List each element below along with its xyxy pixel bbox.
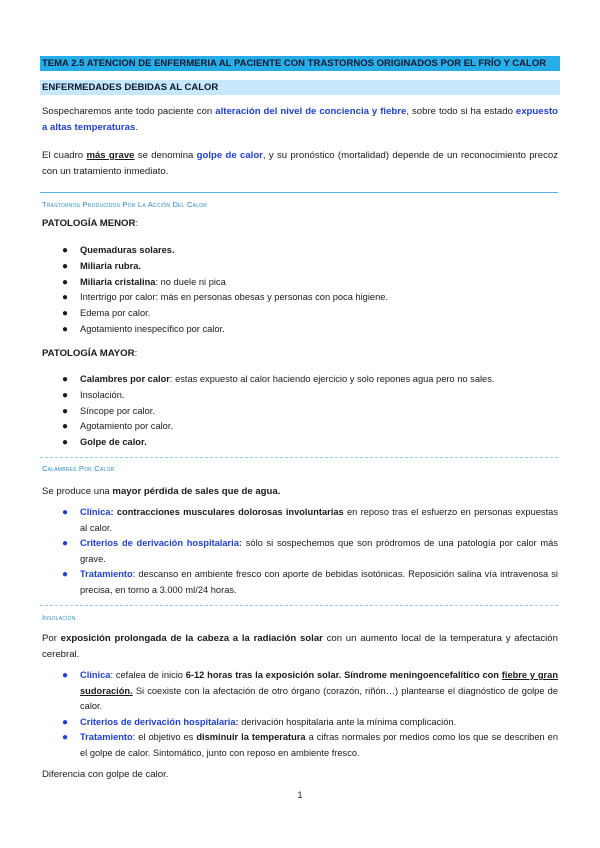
subtitle-banner: ENFERMEDADES DEBIDAS AL CALOR [40,80,560,95]
bullet-icon: ● [62,245,69,256]
list-item: ● Clínica: contracciones musculares dolorosas involuntarias en reposo tras el esfuerzo en personas expuestas al calor. [62,507,558,533]
list-item: ● Agotamiento por calor. [62,419,558,435]
insolacion-list [62,668,558,761]
intro-paragraph-1: Sospecharemos ante todo paciente con alteración del nivel de conciencia y fiebre, sobre todo si ha estado expuesto a altas temperaturas. [42,106,558,133]
patologia-mayor-list [62,372,558,451]
list-item: ● Criterios de derivación hospitalaria: derivación hospitalaria ante la mínima complicación. [62,715,558,731]
calambres-intro: Se produce una mayor pérdida de sales que de agua. [42,486,281,497]
list-item: ● Clínica: cefalea de inicio 6-12 horas tras la exposición solar. Síndrome meningoencefalítico con fiebre y gran sudoración. Si coexiste con la afectación de otro órgano (corazón, riñón…) plantearse el diagnóstico de golpe de calor. [62,670,559,711]
list-item: ● Síncope por calor. [62,404,558,420]
list-item: ● Insolación. [62,388,558,404]
list-item: ● Golpe de calor. [62,435,558,451]
bullet-icon: ● [62,437,69,449]
section-divider [40,605,558,606]
insolacion-intro: Por exposición prolongada de la cabeza a la radiación solar con un aumento local de la temperatura y afectación cerebral. [42,633,558,660]
bullet-icon: ● [62,323,69,335]
list-item: ● Criterios de derivación hospitalaria: sólo si sospechemos que son pródromos de una patología por calor más grave. [62,538,558,564]
bullet-icon: ● [62,716,69,728]
intro-paragraph-2: El cuadro más grave se denomina golpe de calor, y su pronóstico (mortalidad) depende de un reconocimiento precoz con un tratamiento inmediato. [42,150,559,177]
list-item: ● Edema por calor. [62,306,558,322]
topic-title-banner: TEMA 2.5 ATENCION DE ENFERMERIA AL PACIENTE CON TRASTORNOS ORIGINADOS POR EL FRÍO Y CALOR [40,56,560,71]
bullet-icon: ● [62,292,69,304]
bullet-icon: ● [62,421,69,433]
section-heading-trastornos: Trastornos Producidos Por La Acción Del Calor [42,200,208,209]
list-item: ● Agotamiento inespecífico por calor. [62,322,558,338]
bullet-icon: ● [62,670,69,681]
bullet-icon: ● [62,276,69,288]
page-number: 1 [297,790,303,800]
list-item: ● Miliaria cristalina: no duele ni pica [62,275,558,291]
bullet-icon: ● [62,569,69,580]
patologia-menor-heading: PATOLOGÍA MENOR: [42,218,139,229]
section-divider [40,192,558,193]
patologia-menor-list [62,243,558,338]
bullet-icon: ● [62,308,69,320]
bullet-icon: ● [62,260,69,272]
section-heading-insolacion: Insolación [42,613,76,622]
calambres-list [62,505,558,598]
bullet-icon: ● [62,507,69,518]
bullet-icon: ● [62,405,69,417]
diferencia-text: Diferencia con golpe de calor. [42,769,169,780]
patologia-mayor-heading: PATOLOGÍA MAYOR: [42,348,138,359]
list-item: ● Quemaduras solares. [62,243,558,259]
list-item: ● Calambres por calor: estas expuesto al calor haciendo ejercicio y solo repones agua pero no sales. [62,372,558,388]
bullet-icon: ● [62,389,69,401]
bullet-icon: ● [62,538,69,549]
section-heading-calambres: Calambres Por Calor [42,464,115,473]
section-divider [40,457,558,458]
list-item: ● Tratamiento: descanso en ambiente fresco con aporte de bebidas isotónicas. Reposición salina vía intravenosa si precisa, en torno a 3.000 ml/24 horas. [62,569,558,595]
bullet-icon: ● [62,732,69,743]
list-item: ● Tratamiento: el objetivo es disminuir la temperatura a cifras normales por medios como los que se describen en el golpe de calor. Sintomático, junto con reposo en ambiente fresco. [62,732,559,758]
list-item: ● Intertrigo por calor: más en personas obesas y personas con poca higiene. [62,290,558,306]
list-item: ● Miliaria rubra. [62,259,558,275]
bullet-icon: ● [62,374,69,385]
